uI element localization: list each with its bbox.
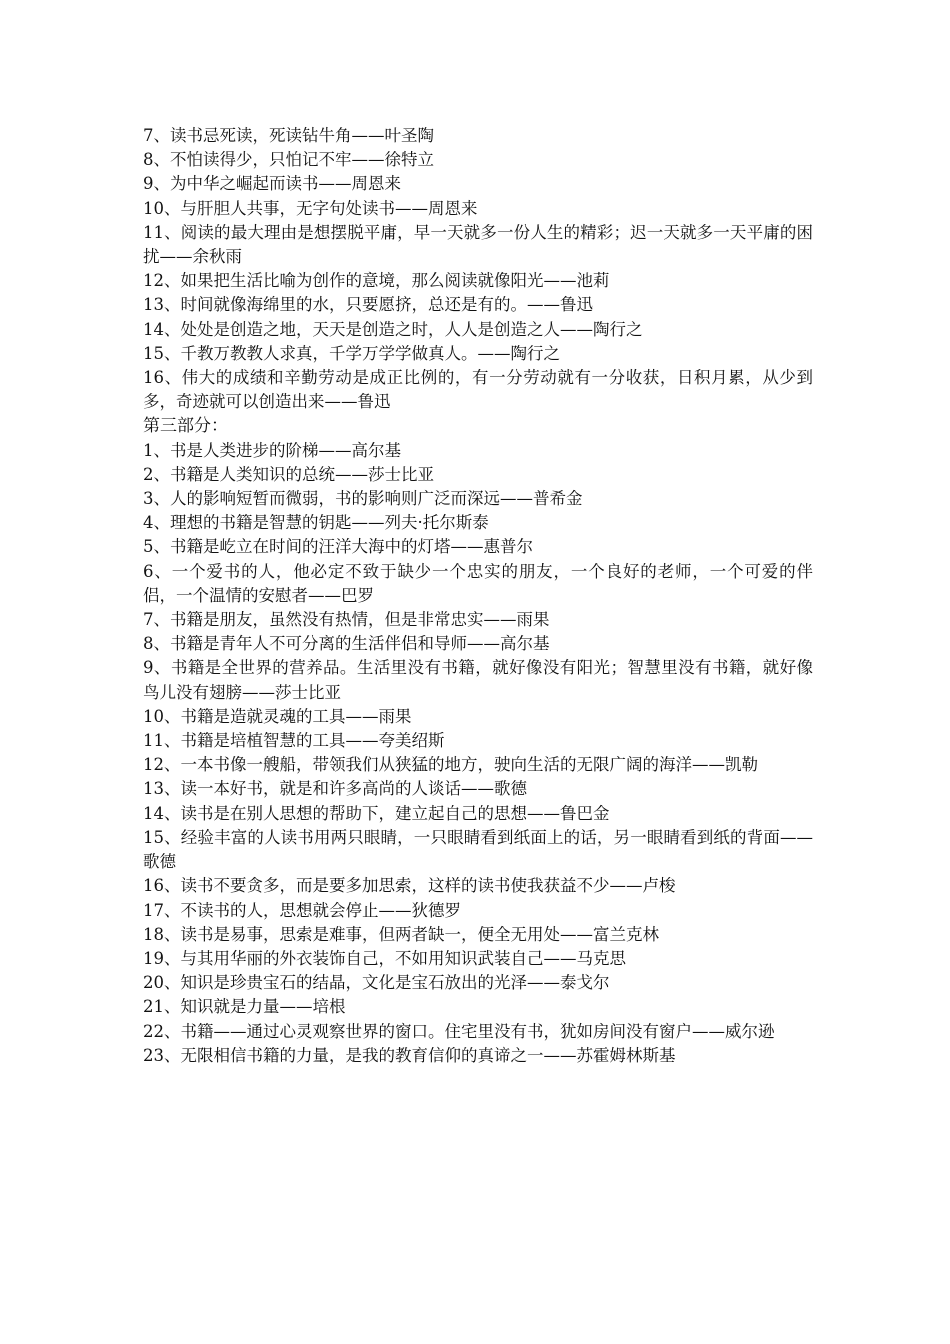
quote-line: 21、知识就是力量——培根 (143, 997, 346, 1017)
quote-line: 1、书是人类进步的阶梯——高尔基 (143, 440, 401, 460)
quote-line: 12、如果把生活比喻为创作的意境，那么阅读就像阳光——池莉 (143, 271, 610, 291)
quote-line: 6、一个爱书的人，他必定不致于缺少一个忠实的朋友，一个良好的老师，一个可爱的伴侣，一个温情的安慰者——巴罗 (143, 561, 813, 605)
quote-line: 10、与肝胆人共事，无字句处读书——周恩来 (143, 198, 478, 218)
quote-line: 8、不怕读得少，只怕记不牢——徐特立 (143, 150, 434, 170)
quote-line: 3、人的影响短暂而微弱，书的影响则广泛而深远——普希金 (143, 489, 583, 509)
quote-line: 19、与其用华丽的外衣装饰自己，不如用知识武装自己——马克思 (143, 948, 626, 968)
quote-line: 20、知识是珍贵宝石的结晶，文化是宝石放出的光泽——泰戈尔 (143, 973, 610, 993)
quote-line: 22、书籍——通过心灵观察世界的窗口。住宅里没有书，犹如房间没有窗户——威尔逊 (143, 1021, 775, 1041)
quote-line: 15、千教万教教人求真，千学万学学做真人。——陶行之 (143, 343, 560, 363)
quote-line: 14、处处是创造之地，天天是创造之时，人人是创造之人——陶行之 (143, 319, 643, 339)
quote-line: 13、读一本好书，就是和许多高尚的人谈话——歌德 (143, 779, 527, 799)
quote-line: 16、伟大的成绩和辛勤劳动是成正比例的，有一分劳动就有一分收获，日积月累，从少到多，奇迹就可以创造出来——鲁迅 (143, 368, 813, 412)
quote-line: 7、读书忌死读，死读钻牛角——叶圣陶 (143, 126, 434, 145)
quote-line: 5、书籍是屹立在时间的汪洋大海中的灯塔——惠普尔 (143, 537, 533, 557)
quote-line: 15、经验丰富的人读书用两只眼睛，一只眼睛看到纸面上的话，另一眼睛看到纸的背面——歌德 (143, 827, 813, 872)
document-body (143, 124, 813, 1068)
quote-line: 4、理想的书籍是智慧的钥匙——列夫·托尔斯泰 (143, 513, 489, 533)
quote-line: 11、阅读的最大理由是想摆脱平庸，早一天就多一份人生的精彩；迟一天就多一天平庸的困扰——余秋雨 (143, 222, 813, 267)
quote-line: 10、书籍是造就灵魂的工具——雨果 (143, 706, 412, 726)
quote-line: 16、读书不要贪多，而是要多加思索，这样的读书使我获益不少——卢梭 (143, 876, 676, 896)
quote-line: 2、书籍是人类知识的总统——莎士比亚 (143, 464, 434, 484)
quote-line: 7、书籍是朋友，虽然没有热情，但是非常忠实——雨果 (143, 610, 550, 630)
quote-line: 9、为中华之崛起而读书——周恩来 (143, 174, 401, 194)
quote-line: 13、时间就像海绵里的水，只要愿挤，总还是有的。——鲁迅 (143, 295, 593, 315)
quote-line: 12、一本书像一艘船，带领我们从狭猛的地方，驶向生活的无限广阔的海洋——凯勒 (143, 755, 758, 775)
quote-line: 11、书籍是培植智慧的工具——夸美绍斯 (143, 731, 445, 751)
quote-line: 17、不读书的人，思想就会停止——狄德罗 (143, 900, 461, 920)
quote-line: 14、读书是在别人思想的帮助下，建立起自己的思想——鲁巴金 (143, 803, 610, 823)
quote-line: 18、读书是易事，思索是难事，但两者缺一，便全无用处——富兰克林 (143, 924, 659, 944)
quote-line: 23、无限相信书籍的力量，是我的教育信仰的真谛之一——苏霍姆林斯基 (143, 1045, 676, 1065)
quote-line: 9、书籍是全世界的营养品。生活里没有书籍，就好像没有阳光；智慧里没有书籍，就好像鸟儿没有翅膀——莎士比亚 (143, 658, 813, 702)
section-heading: 第三部分： (143, 416, 228, 437)
quote-line: 8、书籍是青年人不可分离的生活伴侣和导师——高尔基 (143, 634, 550, 654)
